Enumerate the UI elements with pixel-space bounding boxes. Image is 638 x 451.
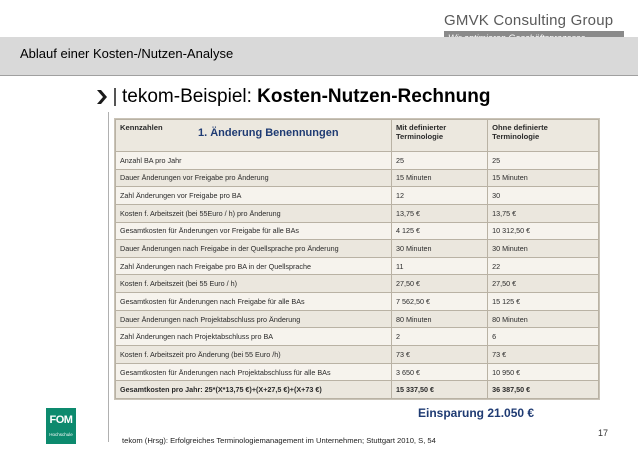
table-row bbox=[116, 257, 599, 275]
cell-without-terminology: 25 bbox=[488, 152, 599, 170]
cell-kennzahl: Dauer Änderungen nach Freigabe in der Quellsprache pro Änderung bbox=[116, 240, 392, 258]
heading-text bbox=[122, 86, 490, 108]
table-row bbox=[116, 381, 599, 399]
table-row bbox=[116, 346, 599, 364]
table-header-row bbox=[116, 120, 599, 152]
chevron-right-icon bbox=[96, 89, 108, 105]
source-citation: tekom (Hrsg): Erfolgreiches Terminologiemanagement im Unternehmen; Stuttgart 2010, S, 54 bbox=[122, 436, 436, 445]
slide-heading bbox=[96, 86, 490, 108]
column-header-with: Mit definierter Terminologie bbox=[391, 120, 487, 152]
cell-kennzahl: Zahl Änderungen nach Freigabe pro BA in der Quellsprache bbox=[116, 257, 392, 275]
cell-kennzahl: Kosten f. Arbeitszeit (bei 55 Euro / h) bbox=[116, 275, 392, 293]
vertical-divider bbox=[108, 112, 109, 442]
cost-benefit-table bbox=[115, 119, 599, 399]
cell-without-terminology: 6 bbox=[488, 328, 599, 346]
cell-kennzahl: Dauer Änderungen vor Freigabe pro Änderung bbox=[116, 169, 392, 187]
cell-without-terminology: 15 125 € bbox=[488, 293, 599, 311]
logo-title: GMVK Consulting Group bbox=[444, 12, 614, 29]
column-header-kennzahlen: Kennzahlen bbox=[116, 120, 392, 152]
table-row bbox=[116, 363, 599, 381]
heading-separator bbox=[114, 88, 116, 106]
table-row bbox=[116, 204, 599, 222]
table-row bbox=[116, 310, 599, 328]
cell-with-terminology: 3 650 € bbox=[391, 363, 487, 381]
cell-with-terminology: 15 Minuten bbox=[391, 169, 487, 187]
cell-kennzahl: Gesamtkosten pro Jahr: 25*(X*13,75 €)+(X+27,5 €)+(X+73 €) bbox=[116, 381, 392, 399]
cell-without-terminology: 22 bbox=[488, 257, 599, 275]
cell-with-terminology: 4 125 € bbox=[391, 222, 487, 240]
cell-without-terminology: 10 950 € bbox=[488, 363, 599, 381]
cell-without-terminology: 36 387,50 € bbox=[488, 381, 599, 399]
cell-kennzahl: Zahl Änderungen vor Freigabe pro BA bbox=[116, 187, 392, 205]
cell-kennzahl: Gesamtkosten für Änderungen nach Freigabe für alle BAs bbox=[116, 293, 392, 311]
header-bar bbox=[0, 37, 638, 75]
cell-without-terminology: 27,50 € bbox=[488, 275, 599, 293]
annotation-change-names: 1. Änderung Benennungen bbox=[198, 127, 339, 139]
cell-with-terminology: 13,75 € bbox=[391, 204, 487, 222]
cell-without-terminology: 10 312,50 € bbox=[488, 222, 599, 240]
table-row bbox=[116, 187, 599, 205]
cell-kennzahl: Dauer Änderungen nach Projektabschluss pro Änderung bbox=[116, 310, 392, 328]
cell-with-terminology: 7 562,50 € bbox=[391, 293, 487, 311]
cell-without-terminology: 73 € bbox=[488, 346, 599, 364]
fom-logo-text: FOM bbox=[49, 414, 73, 426]
cell-without-terminology: 30 Minuten bbox=[488, 240, 599, 258]
cell-kennzahl: Kosten f. Arbeitszeit pro Änderung (bei 55 Euro /h) bbox=[116, 346, 392, 364]
cell-with-terminology: 73 € bbox=[391, 346, 487, 364]
page-title: Ablauf einer Kosten-/Nutzen-Analyse bbox=[20, 46, 234, 61]
cell-kennzahl: Gesamtkosten für Änderungen vor Freigabe für alle BAs bbox=[116, 222, 392, 240]
table-row bbox=[116, 169, 599, 187]
table-row bbox=[116, 240, 599, 258]
cell-without-terminology: 15 Minuten bbox=[488, 169, 599, 187]
header-divider bbox=[0, 75, 638, 76]
page-number: 17 bbox=[597, 428, 608, 438]
table-row bbox=[116, 293, 599, 311]
heading-prefix: tekom-Beispiel: bbox=[122, 86, 258, 107]
annotation-savings: Einsparung 21.050 € bbox=[418, 406, 535, 420]
table-row bbox=[116, 222, 599, 240]
cell-without-terminology: 13,75 € bbox=[488, 204, 599, 222]
cell-with-terminology: 25 bbox=[391, 152, 487, 170]
cell-kennzahl: Zahl Änderungen nach Projektabschluss pro BA bbox=[116, 328, 392, 346]
cell-with-terminology: 2 bbox=[391, 328, 487, 346]
heading-bold: Kosten-Nutzen-Rechnung bbox=[257, 86, 491, 107]
table-row bbox=[116, 275, 599, 293]
column-header-without: Ohne definierte Terminologie bbox=[488, 120, 599, 152]
cell-without-terminology: 30 bbox=[488, 187, 599, 205]
cell-kennzahl: Anzahl BA pro Jahr bbox=[116, 152, 392, 170]
table-row bbox=[116, 152, 599, 170]
cell-with-terminology: 30 Minuten bbox=[391, 240, 487, 258]
cell-without-terminology: 80 Minuten bbox=[488, 310, 599, 328]
cell-with-terminology: 12 bbox=[391, 187, 487, 205]
cell-with-terminology: 80 Minuten bbox=[391, 310, 487, 328]
scanned-table bbox=[114, 118, 600, 400]
cell-kennzahl: Kosten f. Arbeitszeit (bei 55Euro / h) pro Änderung bbox=[116, 204, 392, 222]
fom-logo bbox=[46, 408, 76, 444]
cell-with-terminology: 15 337,50 € bbox=[391, 381, 487, 399]
table-row bbox=[116, 328, 599, 346]
cell-kennzahl: Gesamtkosten für Änderungen nach Projektabschluss für alle BAs bbox=[116, 363, 392, 381]
cell-with-terminology: 27,50 € bbox=[391, 275, 487, 293]
fom-logo-sub: Hochschule bbox=[49, 432, 73, 437]
cell-with-terminology: 11 bbox=[391, 257, 487, 275]
